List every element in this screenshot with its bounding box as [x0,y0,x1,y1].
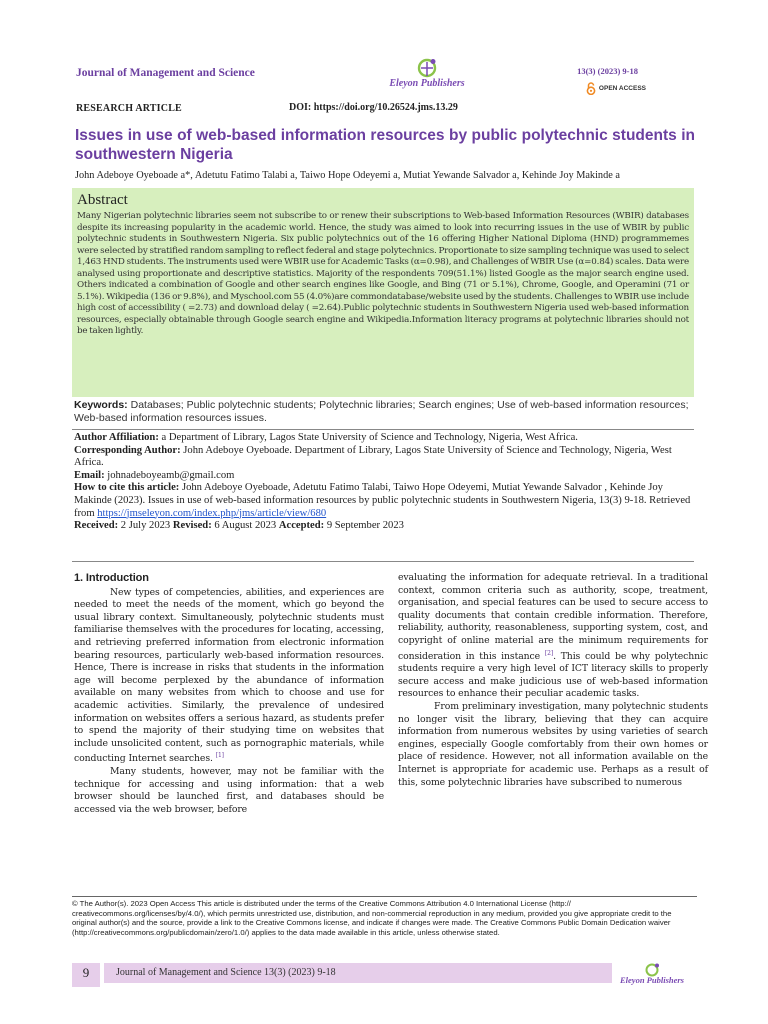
citation-ref[interactable]: [1] [215,752,224,760]
article-type-doi-row [76,102,696,116]
issue-info: 13(3) (2023) 9-18 [577,66,638,76]
cite-link[interactable]: https://jmseleyon.com/index.php/jms/article/view/680 [97,507,327,519]
license-notice: © The Author(s). 2023 Open Access This article is distributed under the terms of the Creative Commons Attribution 4.0 International License (http:// creativecommons.org/licenses/by/4.0/), which permits unrestricted use, distribution, and non-commercial reproduction in any medium, provided you give appropriate credit to the original author(s) and the source, provide a link to the Creative Commons license, and indicate if changes were made. The Creative Commons Public Domain Dedication waiver (http://creativecommons.org/publicdomain/zero/1.0/) applies to the data made available in this article, unless otherwise stated. [72,896,697,937]
keywords-text: Databases; Public polytechnic students; Polytechnic libraries; Search engines; Use of web-based information resources; Web-based information resources issues. [74,399,689,424]
email-label: Email: [74,469,105,481]
dates [74,520,694,533]
footer-publisher-logo [608,963,696,991]
divider [72,561,694,562]
open-access-icon [586,82,596,95]
email [74,470,694,483]
email-address[interactable]: johnadeboyeamb@gmail.com [107,469,235,481]
doi-label: DOI: [289,102,312,113]
revised-date: 6 August 2023 [214,520,277,532]
article-type: RESEARCH ARTICLE [76,103,182,114]
accepted-label: Accepted: [278,520,325,532]
author-list: John Adeboye Oyeboade a*, Adetutu Fatimo Talabi a, Taiwo Hope Odeyemi a, Mutiat Yewande Salvador a, Kehinde Joy Makinde a [75,170,620,181]
body-paragraph [398,572,708,701]
page-number: 9 [72,963,100,987]
open-access-label: OPEN ACCESS [598,85,646,92]
paragraph-text: New types of competencies, abilities, and experiences are needed to meet the needs of the moment, which go beyond the usual library context. Simultaneously, polytechnic students must familiarise themselves with the procedures for locating, accessing, and retrieving preferred information from electronic information bearing resources, particularly web-based information resources. Hence, There is increase in risks that students in the information age will become perplexed by the abundance of information available on many websites from which to choose and use for academic activities. Similarly, the prevalence of undesired information on websites offers a serious hazard, as students prefer to spend the majority of their studying time on websites that include unsolicited content, such as pornographic materials, while conducting Internet searches. [74,586,384,765]
page-footer [72,963,696,987]
body-column-right [398,572,708,789]
paragraph-text: evaluating the information for adequate retrieval. In a traditional context, common criteria such as authority, scope, treatment, organisation, and special features can be used to secure access to quality documents that contain credible information. Therefore, reliability, authority, reasonableness, supporting system, cost, and copyright of online material are the minimum requirements for consideration in this instance [398,572,708,662]
affiliation [74,432,694,445]
corresponding-label: Corresponding Author: [74,444,181,456]
paragraph-text: . This could be why polytechnic students require a very high level of ICT literacy skills to properly secure access and make judicious use of web-based information resources to enhance their peculiar academic tasks. [398,650,709,700]
received-label: Received: [74,520,119,532]
body-paragraph: Many students, however, may not be familiar with the technique for accessing and using information: that a web browser should be launched first, and databases should be accessed via the web browser, before [74,766,384,815]
cite-label: How to cite this article: [74,482,180,494]
accepted-date: 9 September 2023 [326,520,404,532]
body-column-left [74,572,384,816]
keywords [74,399,694,424]
divider [72,429,694,430]
affiliation-label: Author Affiliation: [74,432,159,443]
abstract-text: Many Nigerian polytechnic libraries seem not subscribe to or renew their subscriptions to Web-based Information Resources (WBIR) databases despite its increasing popularity in the academic world. Hence, the study was aimed to look into recurring issues in the use of WBIR by public polytechnic students in Southwestern Nigeria. Six public polytechnics out of the 16 offering Higher National Diploma (HND) programmemes were selected by stratified random sampling to reflect federal and stage polytechnics. Proportionate to size sampling technique was used to select 1,463 HND students. The instruments used were WBIR use for Academic Tasks (α=0.98), and Challenges of WBIR Use (α=0.84) scales. Data were analysed using proportionate and descriptive statistics. Majority of the respondents 709(51.1%) listed Google as the major search engine used. Others indicated a combination of Google and other search engines like Google, and Bing (71 or 5.1%), Chrome, Google, and Operamini (71 or 5.1%). Wikipedia (136 or 9.8%), and Myschool.com 55 (4.0%)are commondatabase/website used by the students. Challenges to WBIR use include high cost of accessibility ( =2.73) and download delay ( =2.64).Public polytechnic students in Southwestern Nigeria used web-based information resources, especially obtainable through Google search engine and Wikipedia.Information literacy programs at polytechnic libraries should not be taken lightly. [77,211,689,336]
body-paragraph: From preliminary investigation, many polytechnic students no longer visit the library, believing that they can acquire information from numerous websites by using varieties of search engines, especially Google comfortably from their own homes or place of residence. However, not all information available on the Internet is appropriate for academic use. Perhaps as a result of this, some polytechnic libraries have subscribed to numerous [398,701,708,788]
article-metadata [74,432,694,533]
article-title: Issues in use of web-based information resources by public polytechnic students in southwestern Nigeria [75,127,695,163]
corresponding-text: John Adeboye Oyeboade. Department of Library, Lagos State University of Science and Technology, Nigeria, West Africa. [74,444,672,469]
publisher-logo-text: Eleyon Publishers [389,78,465,89]
keywords-label: Keywords: [74,399,128,411]
section-heading: 1. Introduction [74,572,149,584]
affiliation-text: a Department of Library, Lagos State University of Science and Technology, Nigeria, West Africa. [161,432,578,443]
doi[interactable] [289,102,458,113]
doi-link[interactable]: https://doi.org/10.26524.jms.13.29 [313,102,458,113]
abstract-box [72,188,694,397]
citation-ref[interactable]: [2] [544,649,554,657]
corresponding-author [74,445,694,470]
publisher-logo [352,58,502,102]
page-header [72,58,696,106]
footer-logo-text: Eleyon Publishers [620,975,684,985]
cite-text: John Adeboye Oyeboade, Adetutu Fatimo Talabi, Taiwo Hope Odeyemi, Mutiat Yewande Salvador , Kehinde Joy Makinde (2023). Issues in use of web-based information resources by public polytechnic students in Southwestern Nigeria, 13(3) 9-18. Retrieved from [74,482,691,519]
body-paragraph [74,587,384,766]
revised-label: Revised: [172,520,212,532]
received-date: 2 July 2023 [120,520,171,532]
abstract-heading: Abstract [77,192,128,208]
journal-name: Journal of Management and Science [76,67,255,79]
how-to-cite [74,482,694,520]
footer-journal-ref: Journal of Management and Science 13(3) (2023) 9-18 [104,963,612,983]
